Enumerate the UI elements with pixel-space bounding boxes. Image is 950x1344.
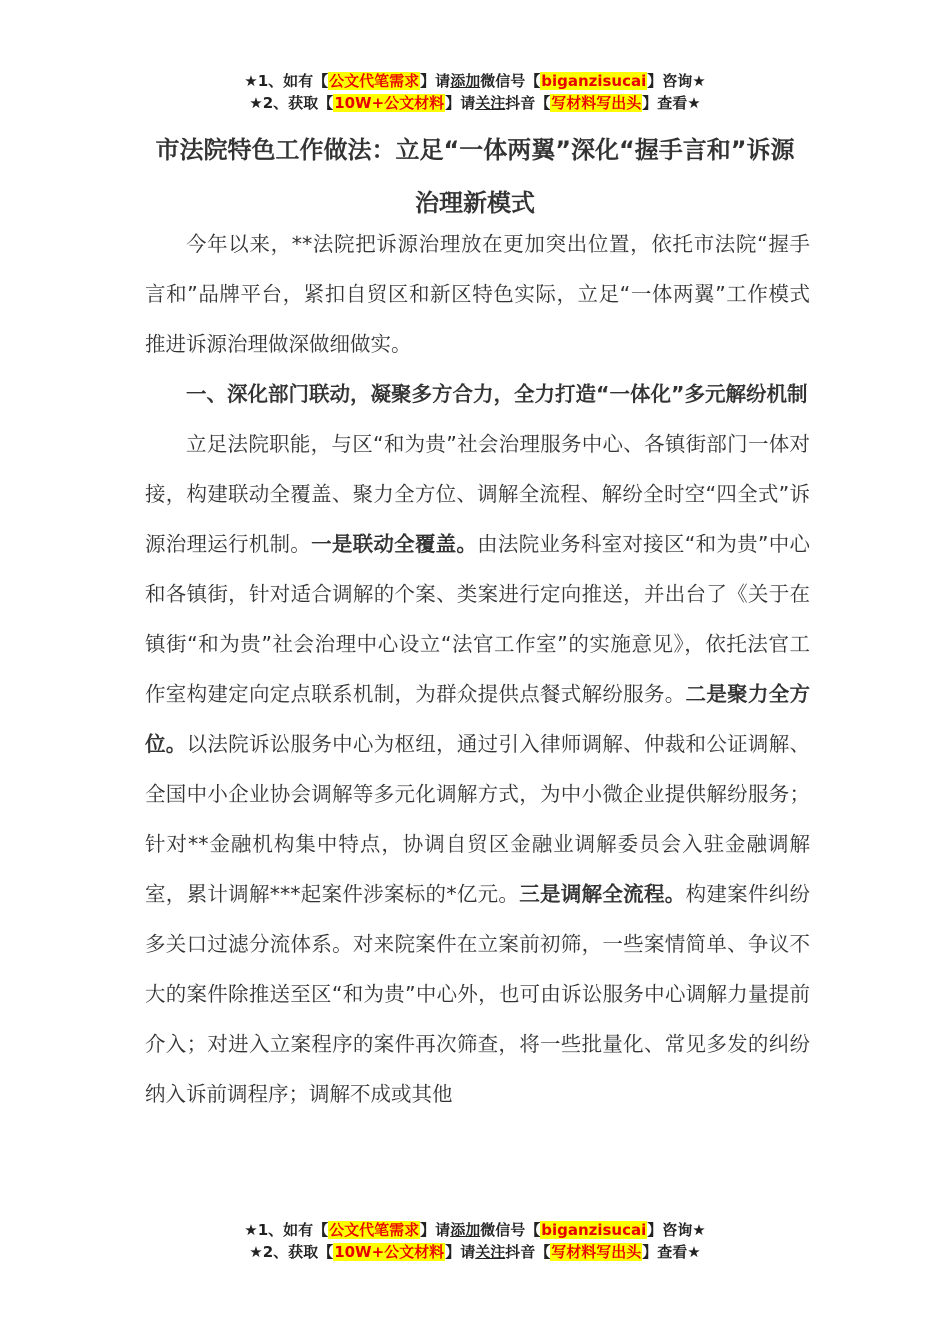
subpoint-label-1: 一是联动全覆盖。: [311, 532, 478, 556]
header-banner: [0, 70, 950, 114]
highlight-text: 10W+公文材料: [334, 94, 445, 112]
highlight-text: biganzisucai: [541, 1221, 647, 1239]
subpoint-label-2: 二是聚力全方位。: [145, 682, 810, 756]
highlight-text: 写材料写出头: [551, 1243, 642, 1261]
highlight-text: 公文代笔需求: [329, 72, 420, 90]
banner-line-1: ★1、如有【公文代笔需求】请添加微信号【biganzisucai】咨询★: [244, 1221, 706, 1239]
banner-line-2: ★2、获取【10W+公文材料】请关注抖音【写材料写出头】查看★: [249, 1243, 701, 1261]
document-title: 市法院特色工作做法：立足“一体两翼”深化“握手言和”诉源治理新模式: [155, 136, 795, 217]
paragraph-section-1: 立足法院职能，与区“和为贵”社会治理服务中心、各镇街部门一体对接，构建联动全覆盖、聚力全方位、调解全流程、解纷全时空“四全式”诉源治理运行机制。一是联动全覆盖。由法院业务科室对接区“和为贵”中心和各镇街，针对适合调解的个案、类案进行定向推送，并出台了《关于在镇街“和为贵”社会治理中心设立“法官工作室”的实施意见》，依托法官工作室构建定向定点联系机制，为群众提供点餐式解纷服务。二是聚力全方位。以法院诉讼服务中心为枢纽，通过引入律师调解、仲裁和公证调解、全国中小企业协会调解等多元化调解方式，为中小微企业提供解纷服务；针对**金融机构集中特点，协调自贸区金融业调解委员会入驻金融调解室，累计调解***起案件涉案标的*亿元。三是调解全流程。构建案件纠纷多关口过滤分流体系。对来院案件在立案前初筛，一些案情简单、争议不大的案件除推送至区“和为贵”中心外，也可由诉讼服务中心调解力量提前介入；对进入立案程序的案件再次筛查，将一些批量化、常见多发的纠纷纳入诉前调程序；调解不成或其他: [145, 432, 811, 1106]
highlight-text: 10W+公文材料: [334, 1243, 445, 1261]
footer-banner: [0, 1219, 950, 1263]
banner-line-2: ★2、获取【10W+公文材料】请关注抖音【写材料写出头】查看★: [249, 94, 701, 112]
section-heading-1: 一、深化部门联动，凝聚多方合力，全力打造“一体化”多元解纷机制: [186, 382, 808, 406]
banner-line-1: ★1、如有【公文代笔需求】请添加微信号【biganzisucai】咨询★: [244, 72, 706, 90]
paragraph-intro: 今年以来，**法院把诉源治理放在更加突出位置，依托市法院“握手言和”品牌平台，紧扣自贸区和新区特色实际，立足“一体两翼”工作模式推进诉源治理做深做细做实。: [145, 232, 810, 356]
subpoint-label-3: 三是调解全流程。: [519, 882, 686, 906]
highlight-text: 公文代笔需求: [329, 1221, 420, 1239]
document-body: [145, 219, 810, 1119]
highlight-text: biganzisucai: [541, 72, 647, 90]
highlight-text: 写材料写出头: [551, 94, 642, 112]
